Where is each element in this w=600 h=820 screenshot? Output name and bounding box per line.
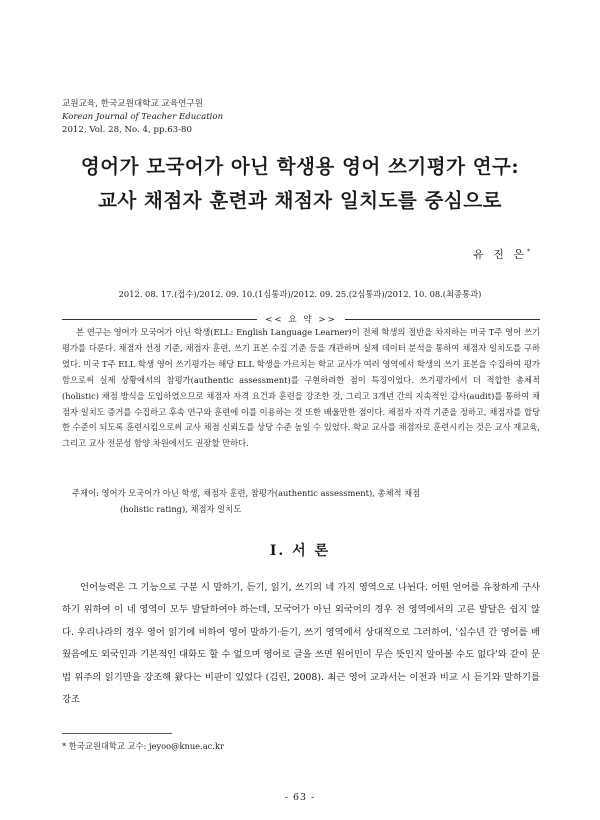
paper-title	[0, 150, 600, 218]
paper-title-line-2: 교사 채점자 훈련과 채점자 일치도를 중심으로	[98, 189, 502, 212]
review-dates: 2012. 08. 17.(접수)/2012. 09. 10.(1심통과)/2012. 09. 25.(2심통과)/2012. 10. 08.(최종통과)	[118, 289, 482, 299]
footnote-divider	[62, 733, 172, 734]
body-paragraph: 언어능력은 그 기능으로 구분 시 말하기, 듣기, 읽기, 쓰기의 네 가지 영역으로 나뉜다. 어떤 언어를 유창하게 구사하기 위하여 이 네 영역이 모두 발달하여야 하는데, 모국어가 아닌 외국어의 경우 전 영역에서의 고른 발달은 쉽지 않다. 우리나라의 경우 영어 읽기에 비하여 영어 말하기·듣기, 쓰기 영역에서 상대적으로 그러하여, '십수년 간 영어를 배웠음에도 외국인과 기본적인 대화도 할 수 없으며 영어로 글을 쓰면 원어민이 무슨 뜻인지 알아볼 수도 없다'와 같이 문법 위주의 읽기만을 강조해 왔다는 비판이 있었다 (김린, 2008). 최근 영어 교과서는 이전과 비교 시 듣기와 말하기를 강조	[62, 582, 540, 706]
section-heading: I. 서 론	[269, 543, 331, 559]
keywords-label: 주제어:	[72, 488, 99, 498]
keywords-line-2: (holistic rating), 채점자 일치도	[120, 503, 242, 514]
summary-label: << 요 약 >>	[265, 315, 337, 325]
summary-rule-right	[345, 319, 540, 320]
author	[473, 246, 530, 262]
journal-name-english: Korean Journal of Teacher Education	[62, 112, 224, 122]
author-footnote-mark: *	[527, 248, 530, 256]
volume-info: 2012, Vol. 28, No. 4, pp.63-80	[62, 125, 192, 135]
paper-title-line-1: 영어가 모국어가 아닌 학생용 영어 쓰기평가 연구:	[80, 155, 520, 178]
summary-rule-left	[62, 319, 257, 320]
abstract-text: 본 연구는 영어가 모국어가 아닌 학생(ELL: English Language Learner)이 전체 학생의 절반을 차지하는 미국 T주 영어 쓰기평가를 다룬다. 채점자 선정 기준, 채점자 훈련, 쓰기 표본 수집 기준 등을 개관하며 실제 데이터 분석을 통하여 채점자 일치도를 구하였다. 미국 T주 ELL 학생 영어 쓰기평가는 해당 ELL 학생을 가르치는 학교 교사가 여러 영역에서 학생의 쓰기 표본을 수집하여 평가함으로써 실제 상황에서의 참평가(authentic assessment)를 구현하려한 점이 특징이었다. 쓰기평가에서 더 적합한 총체적(holistic) 채점 방식을 도입하였으므로 채점자 자격 요건과 훈련을 강조한 것, 그리고 3개년 간의 지속적인 감사(audit)를 통하여 채점자 일치도 증거를 수집하고 후속 연구와 훈련에 이를 이용하는 것 또한 배울만한 점이다. 채점자 자격 기준을 정하고, 채점자를 합당한 수준이 되도록 훈련시킴으로써 교사 채점 신뢰도를 상당 수준 높일 수 있었다. 학교 교사를 채점자로 훈련시키는 것은 교사 재교육, 그리고 교사 전문성 함양 차원에서도 권장할 만하다.	[62, 327, 540, 449]
author-name: 유 진 은	[473, 248, 527, 261]
footnote: * 한국교원대학교 교수: jeyoo@knue.ac.kr	[62, 741, 224, 751]
keywords-line-1: 영어가 모국어가 아닌 학생, 채점자 훈련, 참평가(authentic assessment), 총체적 채점	[101, 488, 421, 498]
page-number: - 63 -	[284, 792, 316, 803]
summary-header	[62, 313, 540, 325]
journal-name-korean: 교원교육, 한국교원대학교 교육연구원	[62, 99, 204, 109]
journal-header	[62, 98, 223, 137]
keywords	[62, 486, 540, 517]
